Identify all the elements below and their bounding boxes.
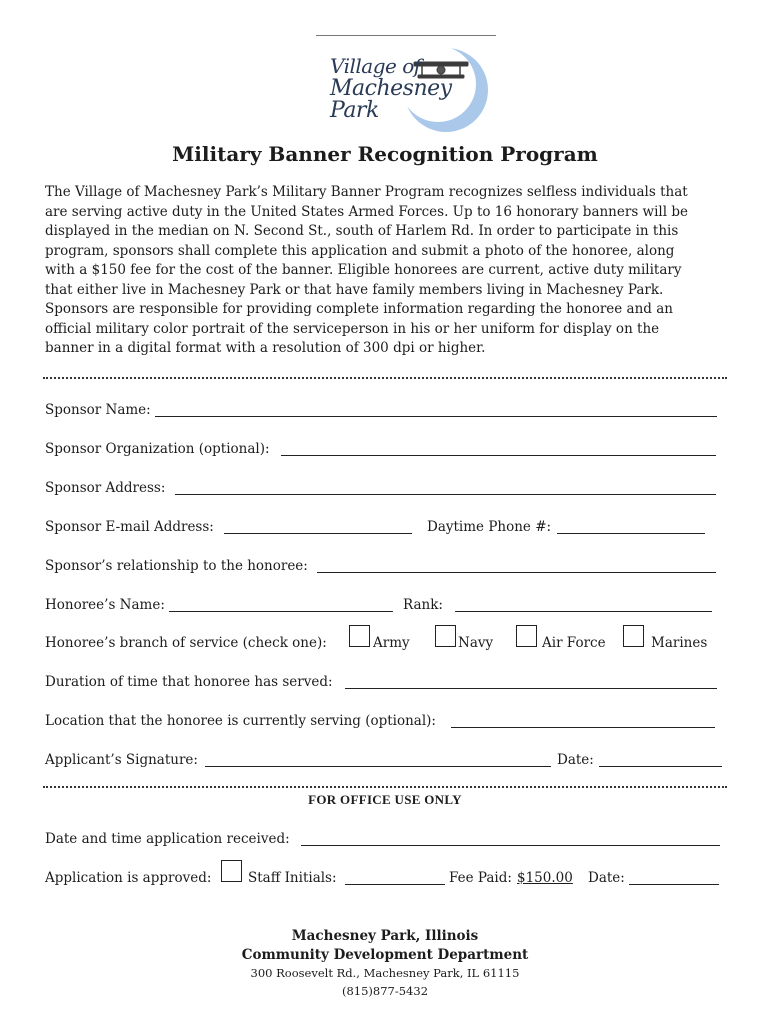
intro-line: official military color portrait of the serviceperson in his or her uniform for display on the [45, 320, 660, 337]
approved-label: Application is approved: [45, 870, 212, 886]
location-label: Location that the honoree is currently serving (optional): [45, 713, 436, 729]
footer-city: Machesney Park, Illinois [291, 928, 479, 944]
air-force-checkbox[interactable] [516, 625, 537, 647]
sponsor-name-field[interactable] [155, 416, 717, 417]
fee-paid-label: Fee Paid: [449, 870, 512, 886]
branch-row [45, 633, 725, 653]
office-use-heading: FOR OFFICE USE ONLY [308, 792, 462, 807]
village-logo [318, 42, 498, 142]
duration-label: Duration of time that honoree has served: [45, 674, 333, 690]
signature-row [45, 750, 725, 770]
received-field[interactable] [301, 845, 720, 846]
date-field[interactable] [599, 766, 722, 767]
duration-field[interactable] [345, 688, 717, 689]
honoree-name-field[interactable] [169, 611, 393, 612]
relationship-label: Sponsor’s relationship to the honoree: [45, 558, 308, 574]
sponsor-email-label: Sponsor E-mail Address: [45, 519, 214, 535]
relationship-field[interactable] [317, 572, 716, 573]
fee-amount: $150.00 [517, 870, 573, 886]
relationship-row [45, 556, 725, 576]
honoree-name-label: Honoree’s Name: [45, 597, 165, 613]
logo-wordmark [330, 56, 498, 122]
sponsor-contact-row [45, 517, 725, 537]
staff-initials-field[interactable] [345, 884, 445, 885]
daytime-phone-field[interactable] [557, 533, 705, 534]
location-row [45, 711, 725, 731]
intro-line: displayed in the median on N. Second St., south of Harlem Rd. In order to participate in this [45, 223, 679, 239]
rank-field[interactable] [455, 611, 712, 612]
received-label: Date and time application received: [45, 831, 290, 847]
sponsor-email-field[interactable] [224, 533, 412, 534]
marines-checkbox[interactable] [623, 625, 644, 647]
marines-label: Marines [651, 635, 708, 651]
navy-checkbox[interactable] [435, 625, 456, 647]
army-label: Army [373, 635, 410, 651]
sponsor-name-row [45, 400, 725, 420]
intro-line: banner in a digital format with a resolution of 300 dpi or higher. [45, 340, 486, 356]
intro-paragraph [45, 183, 735, 359]
logo-line-1: Village of [330, 54, 421, 78]
footer-address: 300 Roosevelt Rd., Machesney Park, IL 61115 [250, 966, 520, 980]
approved-checkbox[interactable] [221, 860, 242, 882]
sponsor-address-row [45, 478, 725, 498]
daytime-phone-label: Daytime Phone #: [427, 519, 552, 535]
staff-initials-label: Staff Initials: [248, 870, 337, 886]
intro-line: Sponsors are responsible for providing complete information regarding the honoree and an [45, 301, 673, 317]
army-checkbox[interactable] [349, 625, 370, 647]
page-title: Military Banner Recognition Program [172, 142, 598, 166]
logo-line-2: Machesney Park [330, 76, 452, 123]
date-label: Date: [557, 752, 594, 768]
office-date-label: Date: [588, 870, 625, 886]
sponsor-address-field[interactable] [175, 494, 716, 495]
navy-label: Navy [458, 635, 494, 651]
footer-department: Community Development Department [241, 947, 529, 963]
top-rule [316, 35, 496, 36]
sponsor-org-label: Sponsor Organization (optional): [45, 441, 270, 457]
intro-line: The Village of Machesney Park’s Military Banner Program recognizes selfless individuals that [45, 184, 688, 200]
location-field[interactable] [451, 727, 715, 728]
sponsor-org-row [45, 439, 725, 459]
intro-line: program, sponsors shall complete this application and submit a photo of the honoree, along [45, 242, 675, 259]
intro-line: that either live in Machesney Park or that have family members living in Machesney Park. [45, 281, 664, 298]
office-date-field[interactable] [629, 884, 719, 885]
branch-label: Honoree’s branch of service (check one): [45, 635, 327, 651]
rank-label: Rank: [403, 597, 443, 613]
sponsor-address-label: Sponsor Address: [45, 480, 166, 496]
signature-field[interactable] [205, 766, 551, 767]
duration-row [45, 672, 725, 692]
signature-label: Applicant’s Signature: [45, 752, 198, 768]
received-row [45, 829, 725, 849]
footer-phone: (815)877-5432 [341, 984, 429, 998]
sponsor-name-label: Sponsor Name: [45, 402, 151, 418]
approval-row [45, 868, 725, 888]
intro-line: are serving active duty in the United States Armed Forces. Up to 16 honorary banners will be [45, 203, 688, 220]
air-force-label: Air Force [542, 635, 606, 651]
sponsor-org-field[interactable] [281, 455, 716, 456]
honoree-row [45, 595, 725, 615]
dotted-divider [43, 786, 727, 788]
intro-line: with a $150 fee for the cost of the banner. Eligible honorees are current, active duty military [45, 262, 682, 278]
dotted-divider [43, 377, 727, 379]
